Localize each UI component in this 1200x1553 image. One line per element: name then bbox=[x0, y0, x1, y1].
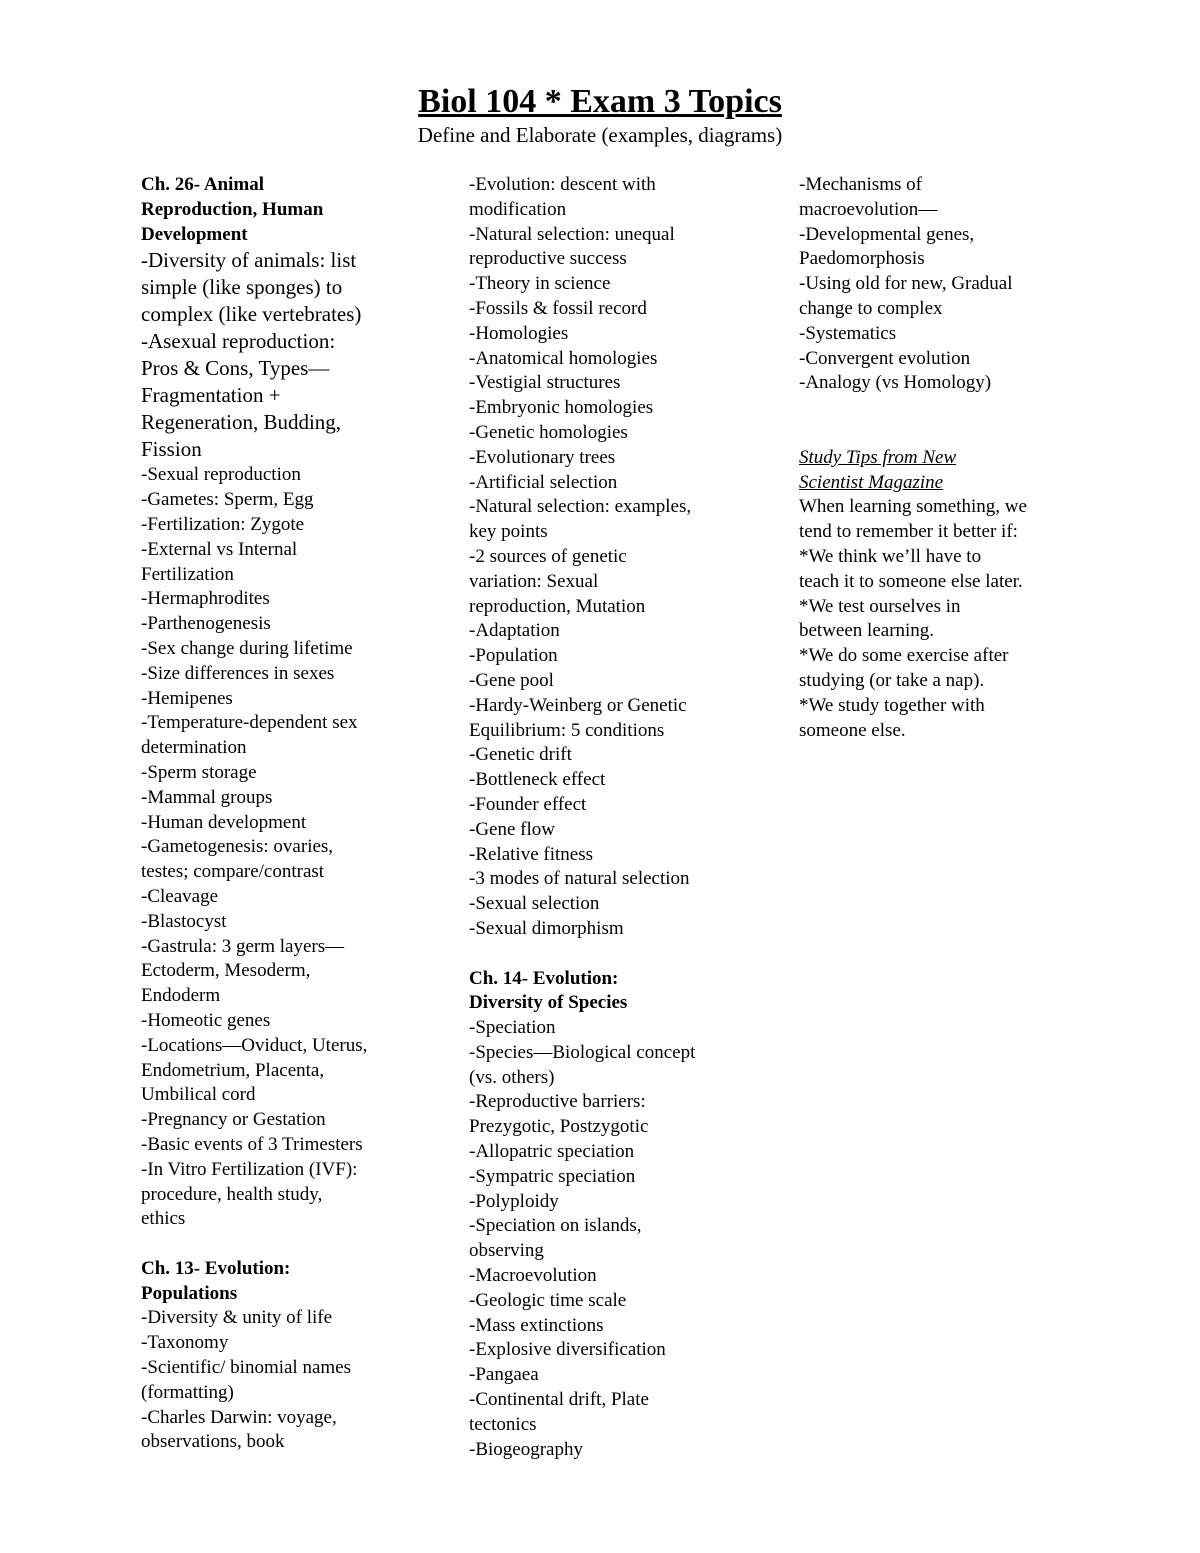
topic-line: -Homeotic genes bbox=[141, 1009, 271, 1031]
topic-line: Endoderm bbox=[141, 985, 221, 1007]
ch13-heading bbox=[141, 1257, 416, 1307]
topic-line: Pros & Cons, Types— bbox=[141, 356, 330, 381]
topic-line: Regeneration, Budding, bbox=[141, 410, 342, 435]
section-heading-line: Development bbox=[141, 223, 248, 245]
topic-line: Umbilical cord bbox=[141, 1084, 256, 1106]
topic-line: -Gametes: Sperm, Egg bbox=[141, 489, 314, 511]
topic-line: -Relative fitness bbox=[469, 843, 593, 865]
topic-line: -Adaptation bbox=[469, 620, 560, 642]
ch26-intro-list bbox=[141, 247, 416, 463]
topic-line: *We do some exercise after bbox=[799, 645, 1009, 667]
topic-line: -Polyploidy bbox=[469, 1190, 559, 1212]
topic-line: ethics bbox=[141, 1208, 186, 1230]
section-heading-line: Diversity of Species bbox=[469, 992, 628, 1014]
topic-line: -Blastocyst bbox=[141, 910, 227, 932]
topic-line: -Sexual dimorphism bbox=[469, 917, 624, 939]
topic-line: -Mammal groups bbox=[141, 786, 273, 808]
topic-line: -Taxonomy bbox=[141, 1332, 229, 1354]
topic-line: -Speciation bbox=[469, 1017, 556, 1039]
topic-line: Equilibrium: 5 conditions bbox=[469, 719, 665, 741]
topic-line: simple (like sponges) to bbox=[141, 275, 343, 300]
topic-line: -Genetic homologies bbox=[469, 421, 628, 443]
topic-line: testes; compare/contrast bbox=[141, 861, 325, 883]
topic-line: Endometrium, Placenta, bbox=[141, 1059, 325, 1081]
topic-line: -Mechanisms of bbox=[799, 174, 922, 195]
topic-line: Fertilization bbox=[141, 563, 234, 585]
topic-line: tectonics bbox=[469, 1413, 537, 1435]
topic-line: -Gene flow bbox=[469, 818, 555, 840]
ch14-topic-list-continued bbox=[799, 173, 1074, 396]
topic-line: Fission bbox=[141, 437, 202, 462]
topic-line: -Sperm storage bbox=[141, 761, 257, 783]
topic-line: -Systematics bbox=[799, 322, 897, 344]
topic-line: -Size differences in sexes bbox=[141, 662, 335, 684]
topic-line: studying (or take a nap). bbox=[799, 669, 985, 691]
topic-line: between learning. bbox=[799, 620, 935, 642]
topic-line: determination bbox=[141, 737, 247, 759]
topic-line: -3 modes of natural selection bbox=[469, 868, 690, 890]
topic-line: -Pregnancy or Gestation bbox=[141, 1109, 326, 1131]
ch26-topic-list bbox=[141, 463, 416, 1232]
topic-line: -Charles Darwin: voyage, bbox=[141, 1406, 337, 1428]
topic-line: reproduction, Mutation bbox=[469, 595, 646, 617]
topic-line: -Cleavage bbox=[141, 885, 219, 907]
topic-line: -Locations—Oviduct, Uterus, bbox=[141, 1034, 368, 1056]
topic-line: -Speciation on islands, bbox=[469, 1215, 642, 1237]
page-subtitle: Define and Elaborate (examples, diagrams) bbox=[417, 123, 783, 147]
study-tips-heading bbox=[799, 446, 1074, 496]
topic-line: tend to remember it better if: bbox=[799, 521, 1018, 543]
topic-line: -Diversity & unity of life bbox=[141, 1307, 333, 1329]
topic-line: -Hardy-Weinberg or Genetic bbox=[469, 694, 687, 716]
topic-line: -Gene pool bbox=[469, 669, 554, 691]
topic-line: -Fossils & fossil record bbox=[469, 297, 647, 319]
study-tips-list bbox=[799, 495, 1074, 743]
topic-line: -Convergent evolution bbox=[799, 347, 971, 369]
section-gap bbox=[141, 1232, 416, 1257]
topic-line: *We test ourselves in bbox=[799, 595, 961, 617]
column-right bbox=[799, 173, 1074, 743]
topic-line: reproductive success bbox=[469, 248, 627, 270]
section-heading-line: Reproduction, Human bbox=[141, 198, 324, 220]
topic-line: When learning something, we bbox=[799, 496, 1027, 518]
topic-line: -Evolution: descent with bbox=[469, 174, 656, 195]
topic-line: -Embryonic homologies bbox=[469, 397, 654, 419]
topic-line: -In Vitro Fertilization (IVF): bbox=[141, 1158, 358, 1180]
topic-line: -Reproductive barriers: bbox=[469, 1091, 646, 1113]
topic-line: -Gametogenesis: ovaries, bbox=[141, 836, 334, 858]
topic-line: *We study together with bbox=[799, 694, 985, 716]
section-heading-line: Study Tips from New bbox=[799, 446, 957, 468]
topic-line: observing bbox=[469, 1240, 544, 1262]
topic-line: (formatting) bbox=[141, 1381, 234, 1403]
topic-line: -Scientific/ binomial names bbox=[141, 1357, 352, 1379]
topic-line: -Mass extinctions bbox=[469, 1314, 604, 1336]
topic-line: -Explosive diversification bbox=[469, 1339, 666, 1361]
section-heading-line: Ch. 13- Evolution: bbox=[141, 1257, 291, 1279]
topic-line: -Sexual reproduction bbox=[141, 464, 301, 486]
topic-line: -Fertilization: Zygote bbox=[141, 513, 305, 535]
section-heading-line: Ch. 26- Animal bbox=[141, 174, 264, 195]
topic-line: -Geologic time scale bbox=[469, 1289, 627, 1311]
topic-line: -Temperature-dependent sex bbox=[141, 712, 358, 734]
topic-line: -Theory in science bbox=[469, 273, 611, 295]
topic-line: modification bbox=[469, 198, 567, 220]
topic-line: change to complex bbox=[799, 297, 943, 319]
topic-line: -Using old for new, Gradual bbox=[799, 273, 1013, 295]
topic-line: -Natural selection: unequal bbox=[469, 223, 675, 245]
topic-line: -Genetic drift bbox=[469, 744, 572, 766]
topic-line: -Biogeography bbox=[469, 1438, 583, 1460]
topic-line: -External vs Internal bbox=[141, 538, 298, 560]
topic-line: -Human development bbox=[141, 811, 307, 833]
topic-line: -Sympatric speciation bbox=[469, 1165, 636, 1187]
ch13-topic-list bbox=[141, 1306, 416, 1455]
topic-line: *We think we’ll have to bbox=[799, 545, 982, 567]
topic-line: -Anatomical homologies bbox=[469, 347, 658, 369]
section-heading-line: Populations bbox=[141, 1282, 238, 1304]
topic-line: variation: Sexual bbox=[469, 570, 599, 592]
topic-line: -Sex change during lifetime bbox=[141, 637, 353, 659]
topic-line: -Allopatric speciation bbox=[469, 1141, 635, 1163]
topic-line: -Species—Biological concept bbox=[469, 1041, 696, 1063]
topic-line: Fragmentation + bbox=[141, 383, 281, 408]
topic-line: -Population bbox=[469, 645, 558, 667]
topic-line: Paedomorphosis bbox=[799, 248, 925, 270]
ch14-heading bbox=[469, 967, 759, 1017]
topic-line: (vs. others) bbox=[469, 1066, 555, 1088]
section-heading-line: Scientist Magazine bbox=[799, 471, 944, 493]
topic-line: -Homologies bbox=[469, 322, 569, 344]
topic-line: -2 sources of genetic bbox=[469, 545, 627, 567]
ch26-heading bbox=[141, 173, 416, 247]
topic-line: -Diversity of animals: list bbox=[141, 248, 357, 273]
section-gap bbox=[799, 421, 1074, 446]
topic-line: -Continental drift, Plate bbox=[469, 1389, 649, 1411]
column-middle bbox=[469, 173, 759, 1462]
topic-line: -Basic events of 3 Trimesters bbox=[141, 1133, 363, 1155]
section-heading-line: Ch. 14- Evolution: bbox=[469, 967, 619, 989]
topic-line: -Sexual selection bbox=[469, 893, 600, 915]
topic-line: -Analogy (vs Homology) bbox=[799, 372, 992, 394]
topic-line: -Hemipenes bbox=[141, 687, 233, 709]
topic-line: -Founder effect bbox=[469, 793, 587, 815]
section-gap bbox=[469, 942, 759, 967]
topic-line: someone else. bbox=[799, 719, 906, 741]
section-gap bbox=[799, 396, 1074, 421]
topic-line: observations, book bbox=[141, 1431, 285, 1453]
topic-line: -Asexual reproduction: bbox=[141, 329, 336, 354]
ch13-topic-list-continued bbox=[469, 173, 759, 942]
topic-line: -Gastrula: 3 germ layers— bbox=[141, 935, 345, 957]
page-title: Biol 104 * Exam 3 Topics bbox=[418, 83, 782, 120]
topic-line: -Hermaphrodites bbox=[141, 588, 270, 610]
topic-line: -Vestigial structures bbox=[469, 372, 621, 394]
topic-line: procedure, health study, bbox=[141, 1183, 323, 1205]
topic-line: teach it to someone else later. bbox=[799, 570, 1023, 592]
topic-line: -Natural selection: examples, bbox=[469, 496, 692, 518]
topic-line: Ectoderm, Mesoderm, bbox=[141, 960, 311, 982]
topic-line: -Artificial selection bbox=[469, 471, 618, 493]
ch14-topic-list bbox=[469, 1016, 759, 1462]
topic-line: complex (like vertebrates) bbox=[141, 302, 362, 327]
topic-line: key points bbox=[469, 521, 548, 543]
column-left bbox=[141, 173, 416, 1455]
topic-line: -Parthenogenesis bbox=[141, 613, 271, 635]
topic-line: -Bottleneck effect bbox=[469, 769, 606, 791]
topic-line: -Evolutionary trees bbox=[469, 446, 616, 468]
topic-line: macroevolution— bbox=[799, 198, 938, 220]
topic-line: -Macroevolution bbox=[469, 1265, 597, 1287]
topic-line: Prezygotic, Postzygotic bbox=[469, 1116, 649, 1138]
topic-line: -Developmental genes, bbox=[799, 223, 975, 245]
topic-line: -Pangaea bbox=[469, 1364, 539, 1386]
